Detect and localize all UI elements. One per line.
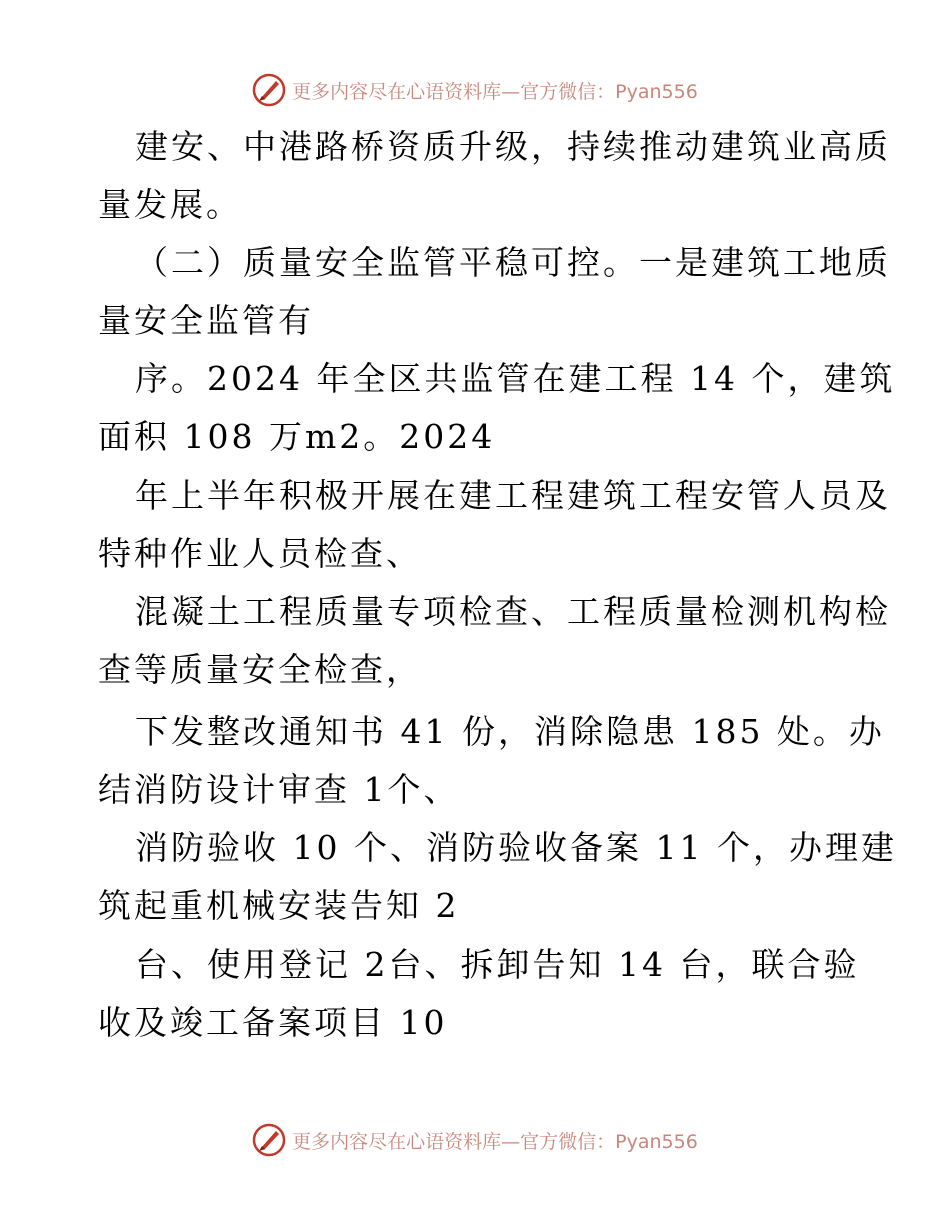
watermark-text: 更多内容尽在心语资料库—官方微信：Pyan556 [292,80,698,103]
paragraph-line: 筑起重机械安装告知 2 [98,886,460,925]
paragraph-line: 结消防设计审查 1个、 [98,770,460,809]
paragraph-line: 序。2024 年全区共监管在建工程 14 个，建筑 [135,359,896,398]
paragraph-line: 消防验收 10 个、消防验收备案 11 个，办理建 [135,828,897,867]
paragraph-line: 下发整改通知书 41 份，消除隐患 185 处。办 [135,712,885,751]
paragraph-line: 量发展。 [98,185,242,224]
watermark-text: 更多内容尽在心语资料库—官方微信：Pyan556 [292,1130,698,1153]
paragraph-line: 台、使用登记 2台、拆卸告知 14 台，联合验 [135,945,860,984]
paragraph-line: 量安全监管有 [98,301,314,340]
paragraph-line: 混凝土工程质量专项检查、工程质量检测机构检 [135,592,891,631]
paragraph-line: （二）质量安全监管平稳可控。一是建筑工地质 [135,243,891,282]
paragraph-line: 特种作业人员检查、 [98,534,422,573]
paragraph-line: 面积 108 万m2。2024 [98,417,496,456]
paragraph-line: 年上半年积极开展在建工程建筑工程安管人员及 [135,476,891,515]
paragraph-line: 查等质量安全检查， [98,650,422,689]
quill-pen-logo-icon [252,1123,286,1157]
quill-pen-logo-icon [252,73,286,107]
paragraph-line: 建安、中港路桥资质升级，持续推动建筑业高质 [135,127,891,166]
footer-watermark [0,1120,950,1160]
paragraph-line: 收及竣工备案项目 10 [98,1003,448,1042]
header-watermark [0,70,950,110]
